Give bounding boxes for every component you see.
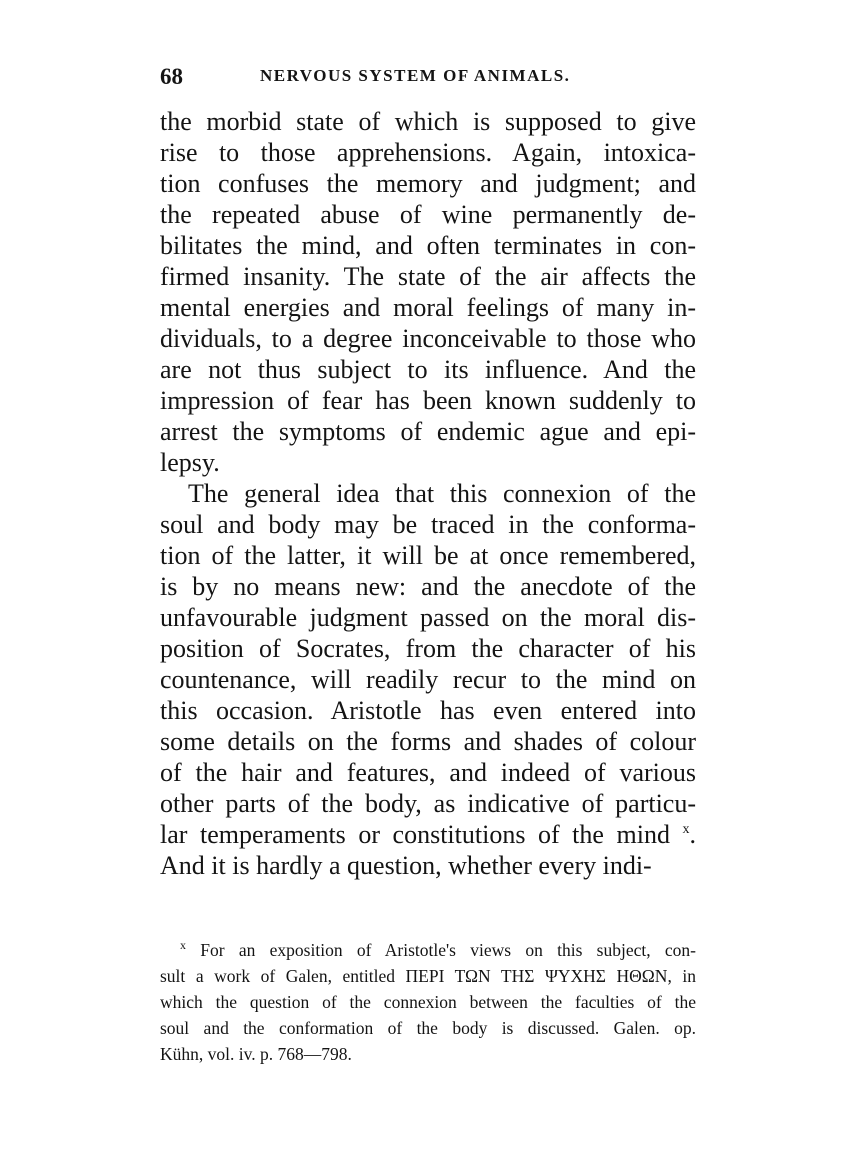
running-head: NERVOUS SYSTEM OF ANIMALS. [260,66,571,85]
text-line: the repeated abuse of wine permanently de- [160,200,696,229]
footnote-line [160,937,696,963]
text-line: unfavourable judgment passed on the moral dis- [160,603,696,632]
text-line: impression of fear has been known suddenly to [160,386,696,415]
text-line: mental energies and moral feelings of many in- [160,293,696,322]
text-line: And it is hardly a question, whether every indi- [160,851,652,880]
text-line: arrest the symptoms of endemic ague and epi- [160,417,696,446]
text-line: this occasion. Aristotle has even entered into [160,696,696,725]
footnote-line: Kühn, vol. iv. p. 768—798. [160,1044,352,1064]
text-line: rise to those apprehensions. Again, intoxica- [160,138,696,167]
text-line: bilitates the mind, and often terminates in con- [160,231,696,260]
text-line: are not thus subject to its influence. And the [160,355,696,384]
text-line: tion of the latter, it will be at once remembered, [160,541,696,570]
footnote-line: sult a work of Galen, entitled ΠΕΡΙ ΤΩΝ ΤΗΣ ΨΥΧΗΣ ΗΘΩΝ, in [160,966,696,986]
text-line: firmed insanity. The state of the air affects the [160,262,696,291]
footnote-reference-line [160,819,696,850]
paragraph-end-line: lepsy. [160,448,220,477]
text-line: is by no means new: and the anecdote of the [160,572,696,601]
page-header [160,64,700,90]
footnote-reference-suffix: . [689,820,696,849]
text-line: other parts of the body, as indicative of particu- [160,789,696,818]
text-line: dividuals, to a degree inconceivable to those who [160,324,696,353]
text-line: some details on the forms and shades of colour [160,727,696,756]
text-line: soul and body may be traced in the conforma- [160,510,696,539]
body-text [160,106,696,881]
text-line: tion confuses the memory and judgment; and [160,169,696,198]
footnote-marker: x [180,938,186,952]
text-line-content: lar temperaments or constitutions of the mind [160,820,670,849]
text-line: of the hair and features, and indeed of various [160,758,696,787]
footnote-line: soul and the conformation of the body is discussed. Galen. op. [160,1018,696,1038]
text-line: countenance, will readily recur to the mind on [160,665,696,694]
text-line: position of Socrates, from the character of his [160,634,696,663]
paragraph-start-line: The general idea that this connexion of the [188,479,696,508]
text-line: the morbid state of which is supposed to give [160,107,696,136]
footnote [160,937,696,1067]
footnote-text: For an exposition of Aristotle's views on this subject, con- [200,940,696,960]
page-number: 68 [160,64,183,89]
footnote-line: which the question of the connexion between the faculties of the [160,992,696,1012]
footnote-reference[interactable]: x [682,822,690,837]
